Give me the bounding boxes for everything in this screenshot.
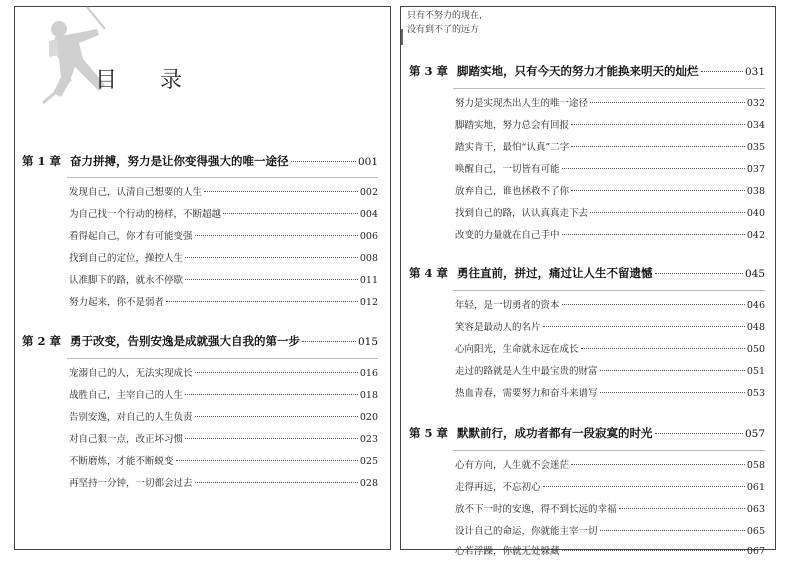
page-number: 031 — [744, 66, 765, 78]
entry-title: 踏实肯干，最怕“认真”二字 — [455, 142, 570, 153]
page-number: 040 — [746, 208, 765, 219]
entry-title: 改变的力量就在自己手中 — [455, 230, 560, 241]
divider — [67, 177, 378, 178]
page-number: 011 — [359, 275, 378, 286]
toc-entry — [69, 431, 378, 445]
entry-title: 找到自己的路，认认真真走下去 — [455, 208, 589, 219]
dot-leader — [655, 273, 743, 274]
toc-entry — [455, 385, 765, 399]
dot-leader — [600, 370, 745, 371]
chapter-title: 默默前行，成功者都有一段寂寞的时光 — [457, 426, 653, 440]
page-number: 004 — [359, 209, 378, 220]
toc-entry — [455, 543, 765, 557]
page-number: 018 — [359, 390, 378, 401]
toc-entry — [455, 161, 765, 175]
dot-leader — [619, 508, 745, 509]
chapter-label: 第 4 章 — [409, 266, 449, 280]
dot-leader — [571, 190, 745, 191]
dot-leader — [543, 486, 745, 487]
dot-leader — [600, 530, 745, 531]
entry-title: 脚踏实地，努力总会有回报 — [455, 120, 570, 131]
toc-title: 目 录 — [95, 68, 200, 93]
entry-title: 努力起来，你不是弱者 — [69, 297, 165, 308]
page-number: 061 — [746, 482, 765, 493]
entry-title: 认准脚下的路，就永不停歇 — [69, 275, 184, 286]
divider — [453, 290, 765, 291]
page-number: 065 — [746, 526, 765, 537]
toc-entry — [69, 453, 378, 467]
right-toc-page — [400, 6, 776, 557]
entry-title: 不断磨炼，才能不断蜕变 — [69, 456, 174, 467]
page-number: 042 — [746, 230, 765, 241]
toc-entry — [455, 341, 765, 355]
entry-title: 心若浮躁，你就无处躲藏 — [455, 546, 560, 557]
entry-title: 告别安逸，对自己的人生负责 — [69, 412, 193, 423]
toc-entry — [69, 250, 378, 264]
page-edge-marker — [401, 29, 403, 45]
page-number: 053 — [746, 388, 765, 399]
divider — [453, 88, 765, 89]
dot-leader — [195, 235, 358, 236]
page-number: 012 — [359, 297, 378, 308]
page-number: 034 — [746, 120, 765, 131]
toc-entry — [455, 479, 765, 493]
toc-entry — [455, 183, 765, 197]
page-number: 002 — [359, 187, 378, 198]
entry-title: 放弃自己，谁也拯救不了你 — [455, 186, 570, 197]
entry-title: 努力是实现杰出人生的唯一途径 — [455, 98, 589, 109]
toc-entry — [455, 363, 765, 377]
dot-leader — [571, 124, 745, 125]
dot-leader — [166, 301, 358, 302]
entry-title: 唤醒自己，一切皆有可能 — [455, 164, 560, 175]
dot-leader — [185, 279, 358, 280]
divider — [67, 358, 378, 359]
page-number: 001 — [357, 156, 378, 168]
dot-leader — [562, 234, 745, 235]
chapter-heading — [22, 153, 378, 169]
dot-leader — [195, 372, 358, 373]
dot-leader — [176, 460, 358, 461]
toc-entry — [69, 475, 378, 489]
page-number: 048 — [746, 322, 765, 333]
entry-title: 看得起自己，你才有可能变强 — [69, 231, 193, 242]
dot-leader — [291, 161, 356, 162]
page-number: 020 — [359, 412, 378, 423]
chapter-title: 勇往直前，拼过，痛过让人生不留遗憾 — [457, 266, 653, 280]
page-number: 038 — [746, 186, 765, 197]
dot-leader — [590, 212, 745, 213]
dot-leader — [581, 348, 745, 349]
entry-title: 走得再远，不忘初心 — [455, 482, 541, 493]
toc-entry — [455, 95, 765, 109]
toc-entry — [455, 205, 765, 219]
chapter-heading — [22, 333, 378, 349]
toc-entry — [455, 523, 765, 537]
page-number: 015 — [357, 336, 378, 348]
page-motto — [407, 9, 488, 37]
chapter-heading — [409, 63, 765, 79]
page-number: 028 — [359, 478, 378, 489]
toc-entry — [69, 184, 378, 198]
page-number: 058 — [746, 460, 765, 471]
entry-title: 心向阳光，生命就永远在成长 — [455, 344, 579, 355]
page-number: 051 — [746, 366, 765, 377]
toc-entry — [455, 227, 765, 241]
chapter-label: 第 2 章 — [22, 334, 62, 348]
toc-entry — [455, 117, 765, 131]
chapter-heading — [409, 425, 765, 441]
toc-entry — [69, 365, 378, 379]
entry-title: 宠溺自己的人，无法实现成长 — [69, 368, 193, 379]
dot-leader — [562, 550, 745, 551]
dot-leader — [223, 213, 358, 214]
dot-leader — [302, 341, 356, 342]
dot-leader — [543, 326, 745, 327]
entry-title: 热血青春，需要努力和奋斗来谱写 — [455, 388, 598, 399]
toc-entry — [455, 319, 765, 333]
entry-title: 战胜自己，主宰自己的人生 — [69, 390, 184, 401]
page-number: 025 — [359, 456, 378, 467]
dot-leader — [185, 257, 358, 258]
page-number: 006 — [359, 231, 378, 242]
dot-leader — [571, 146, 745, 147]
chapter-heading — [409, 265, 765, 281]
page-number: 050 — [746, 344, 765, 355]
dot-leader — [590, 102, 745, 103]
motto-line-1: 只有不努力的现在， — [407, 11, 489, 21]
chapter-title: 奋力拼搏，努力是让你变得强大的唯一途径 — [70, 154, 289, 168]
page-number: 023 — [359, 434, 378, 445]
entry-title: 再坚持一分钟，一切都会过去 — [69, 478, 193, 489]
toc-entry — [69, 206, 378, 220]
chapter-label: 第 1 章 — [22, 154, 62, 168]
dot-leader — [600, 392, 745, 393]
page-number: 037 — [746, 164, 765, 175]
dot-leader — [562, 304, 745, 305]
motto-line-2: 没有到不了的远方 — [407, 25, 480, 35]
dot-leader — [195, 482, 358, 483]
toc-entry — [69, 409, 378, 423]
toc-entry — [69, 272, 378, 286]
entry-title: 为自己找一个行动的榜样，不断超越 — [69, 209, 222, 220]
page-number: 067 — [746, 546, 765, 557]
entry-title: 放不下一时的安逸，得不到长远的幸福 — [455, 504, 617, 515]
page-number: 008 — [359, 253, 378, 264]
chapter-title: 勇于改变，告别安逸是成就强大自我的第一步 — [70, 334, 300, 348]
page-number: 035 — [746, 142, 765, 153]
toc-entry — [455, 501, 765, 515]
entry-title: 笑容是最动人的名片 — [455, 322, 541, 333]
toc-entry — [69, 294, 378, 308]
dot-leader — [204, 191, 358, 192]
left-toc-page — [14, 6, 391, 550]
page-number: 057 — [744, 428, 765, 440]
page-number: 063 — [746, 504, 765, 515]
page-number: 046 — [746, 300, 765, 311]
dot-leader — [571, 464, 745, 465]
entry-title: 走过的路就是人生中最宝贵的财富 — [455, 366, 598, 377]
dot-leader — [655, 433, 743, 434]
toc-entry — [69, 228, 378, 242]
dot-leader — [195, 416, 358, 417]
entry-title: 设计自己的命运，你就能主宰一切 — [455, 526, 598, 537]
chapter-label: 第 3 章 — [409, 64, 449, 78]
chapter-label: 第 5 章 — [409, 426, 449, 440]
dot-leader — [185, 438, 358, 439]
entry-title: 对自己狠一点，改正坏习惯 — [69, 434, 184, 445]
toc-entry — [455, 457, 765, 471]
dot-leader — [701, 71, 743, 72]
toc-entry — [455, 139, 765, 153]
entry-title: 年轻，是一切勇者的资本 — [455, 300, 560, 311]
entry-title: 心有方向，人生就不会迷茫 — [455, 460, 570, 471]
entry-title: 发现自己，认清自己想要的人生 — [69, 187, 203, 198]
toc-entry — [69, 387, 378, 401]
dot-leader — [562, 168, 745, 169]
dot-leader — [185, 394, 358, 395]
page-number: 032 — [746, 98, 765, 109]
entry-title: 找到自己的定位，操控人生 — [69, 253, 184, 264]
chapter-title: 脚踏实地，只有今天的努力才能换来明天的灿烂 — [457, 64, 699, 78]
toc-entry — [455, 297, 765, 311]
page-number: 016 — [359, 368, 378, 379]
page-number: 045 — [744, 268, 765, 280]
divider — [453, 450, 765, 451]
